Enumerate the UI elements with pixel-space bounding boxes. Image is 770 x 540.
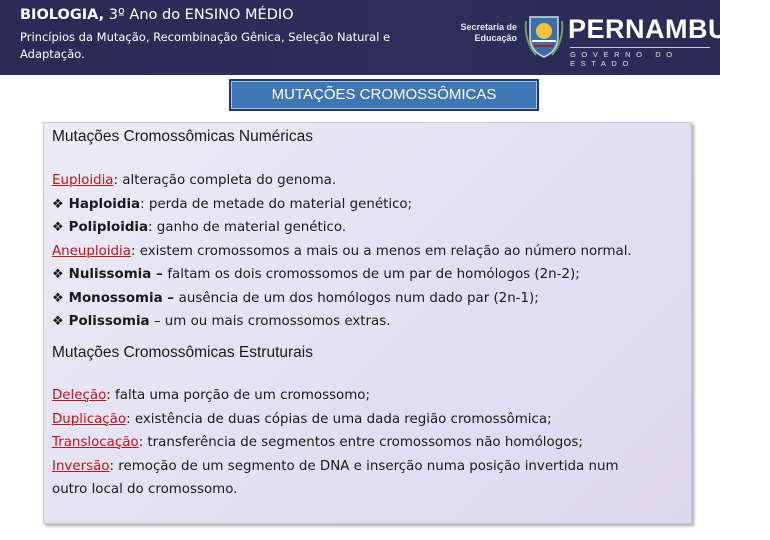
definition-text: : existência de duas cópias de uma dada região cromossômica; — [126, 411, 552, 427]
secretaria-line-2: Educação — [474, 33, 517, 43]
list-item — [52, 287, 632, 311]
secretaria-label — [455, 22, 517, 44]
term-translocacao: Translocação — [52, 435, 139, 450]
list-item — [52, 216, 632, 240]
section-banner: MUTAÇÕES CROMOSSÔMICAS — [229, 79, 539, 111]
term-polissomia: Polissomia — [68, 314, 150, 329]
diamond-bullet-icon: ❖ — [52, 196, 64, 212]
list-item — [52, 263, 632, 287]
structural-list — [52, 384, 619, 502]
term-monossomia: Monossomia – — [68, 290, 179, 306]
definition-text: ausência de um dos homólogos num dado par (2n-1); — [178, 290, 539, 306]
definition-continuation: outro local do cromossomo. — [52, 482, 238, 497]
list-item — [52, 240, 632, 264]
list-item — [52, 169, 632, 193]
content-panel — [43, 122, 692, 524]
term-euploidia: Euploidia — [52, 173, 114, 188]
title-grade: 3º Ano do ENSINO MÉDIO — [104, 7, 294, 23]
list-item — [52, 193, 632, 217]
definition-text: faltam os dois cromossomos de um par de homólogos (2n-2); — [167, 267, 580, 282]
header-bar — [0, 0, 770, 75]
title-subject: BIOLOGIA, — [20, 7, 105, 23]
list-item — [52, 455, 619, 479]
list-item — [52, 431, 619, 455]
term-inversao: Inversão — [52, 458, 110, 474]
brand-logo-text: PERNAMBUCO — [568, 14, 770, 44]
page-title — [20, 7, 294, 23]
definition-text: : falta uma porção de um cromossomo; — [106, 388, 370, 403]
numeric-section-title: Mutações Cromossômicas Numéricas — [52, 128, 313, 145]
term-aneuploidia: Aneuploidia — [52, 243, 131, 259]
diamond-bullet-icon: ❖ — [52, 314, 64, 329]
term-delecao: Deleção — [52, 388, 107, 403]
pernambuco-coat-of-arms-icon — [524, 11, 564, 59]
term-duplicacao: Duplicação — [52, 411, 127, 427]
definition-text: : transferência de segmentos entre cromossomos não homólogos; — [138, 435, 583, 450]
numeric-list — [52, 169, 632, 334]
term-nulissomia: Nulissomia – — [68, 267, 168, 282]
diamond-bullet-icon: ❖ — [52, 290, 64, 306]
list-item — [52, 310, 632, 334]
term-poliploidia: Poliploidia — [68, 220, 149, 235]
definition-text: – um ou mais cromossomos extras. — [149, 314, 391, 329]
diamond-bullet-icon: ❖ — [52, 267, 64, 282]
brand-subtitle: GOVERNO DO ESTADO — [570, 47, 710, 68]
definition-text: : ganho de material genético. — [148, 220, 347, 235]
list-item — [52, 408, 619, 432]
definition-text: : existem cromossomos a mais ou a menos em relação ao número normal. — [130, 243, 632, 259]
term-haploidia: Haploidia — [68, 196, 141, 212]
definition-text: : alteração completa do genoma. — [113, 173, 337, 188]
secretaria-line-1: Secretaria de — [460, 22, 517, 32]
structural-section-title: Mutações Cromossômicas Estruturais — [52, 344, 313, 361]
definition-text: : remoção de um segmento de DNA e inserção numa posição invertida num — [109, 458, 619, 474]
page-subtitle: Princípios da Mutação, Recombinação Gênica, Seleção Natural e Adaptação. — [20, 30, 391, 61]
definition-text: : perda de metade do material genético; — [140, 196, 413, 212]
diamond-bullet-icon: ❖ — [52, 220, 64, 235]
list-item — [52, 478, 619, 502]
list-item — [52, 384, 619, 408]
